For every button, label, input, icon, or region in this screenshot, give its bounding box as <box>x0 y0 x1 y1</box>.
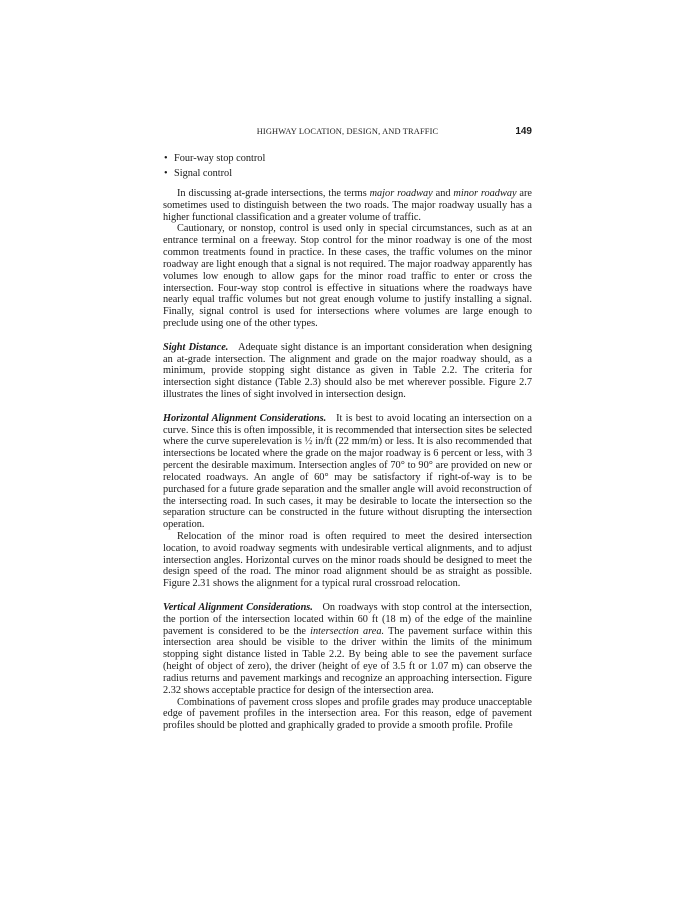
paragraph-control-types: Cautionary, or nonstop, control is used only in special circumstances, such as at an entrance terminal on a freeway. Stop control for the minor roadway is one of the most common treatments found in practice. In these cases, the traffic volumes on the minor roadway are light enough that a signal is not required. The major roadway apparently has volumes low enough to allow gaps for the minor road traffic to enter or cross the intersection. Four-way stop control is effective in situations where the roadways have nearly equal traffic volumes but not great enough volume to justify installing a signal. Finally, signal control is used for intersections where volumes are large enough to preclude using one of the other types. <box>163 223 532 329</box>
section-sight-distance: Sight Distance. Adequate sight distance is an important consideration when designing an at-grade intersection. The alignment and grade on the major roadway should, as a minimum, provide stopping sight distance as given in Table 2.2. The criteria for intersection sight distance (Table 2.3) should also be met wherever possible. Figure 2.7 illustrates the lines of sight involved in intersection design. <box>163 341 532 400</box>
bullet-icon: • <box>164 153 168 164</box>
section-heading: Vertical Alignment Considerations. <box>163 602 313 613</box>
bullet-list <box>163 152 532 181</box>
paragraph-major-minor-roadway: In discussing at-grade intersections, the terms major roadway and minor roadway are sometimes used to distinguish between the two roads. The major roadway usually has a higher functional classification and a greater volume of traffic. <box>163 188 533 223</box>
body-text <box>163 152 532 732</box>
section-horizontal-alignment: Horizontal Alignment Considerations. It is best to avoid locating an intersection on a curve. Since this is often impossible, it is recommended that intersection sites be selected where the curve superelevation is ½ in/ft (22 mm/m) or less. It is also recommended that intersections be located where the grade on the major roadway is 6 percent or less, with 3 percent the desirable maximum. Intersection angles of 70° to 90° are provided on new or relocated roadways. An angle of 60° may be satisfactory if right-of-way is to be purchased for a future grade separation and the smaller angle will avoid reconstruction of the intersecting road. In such cases, it may be desirable to locate the intersection so the separation structure can be constructed in the future without disrupting the intersection operation. <box>163 412 532 531</box>
section-heading: Horizontal Alignment Considerations. <box>163 412 327 424</box>
bullet-icon: • <box>164 167 168 179</box>
section-vertical-alignment: Vertical Alignment Considerations. On roadways with stop control at the intersection, the portion of the intersection located within 60 ft (18 m) of the edge of the mainline pavement is considered to be the intersection area. The pavement surface within this intersection area should be visible to the driver within the limits of the minimum stopping sight distance listed in Table 2.2. By being able to see the pavement surface (height of object of zero), the driver (height of eye of 3.5 ft or 1.07 m) can observe the radius returns and pavement markings and recognize an approaching intersection. Figure 2.32 shows acceptable practice for design of the intersection area. <box>163 602 532 696</box>
paragraph-relocation: Relocation of the minor road is often required to meet the desired intersection location, to avoid roadway segments with undesirable vertical alignments, and to adjust intersection angles. Horizontal curves on the minor roads should be designed to meet the design speed of the road. The minor road alignment should be as straight as possible. Figure 2.31 shows the alignment for a typical rural crossroad relocation. <box>163 530 532 590</box>
paragraph-combinations: Combinations of pavement cross slopes and profile grades may produce unacceptable edge of pavement profiles in the intersection area. For this reason, edge of pavement profiles should be plotted and graphically graded to provide a smooth profile. Profile <box>163 696 532 732</box>
page-number: 149 <box>515 126 532 137</box>
running-head: HIGHWAY LOCATION, DESIGN, AND TRAFFIC <box>256 127 439 136</box>
list-item: • Signal control <box>163 167 532 182</box>
list-item: • Four-way stop control <box>163 152 532 167</box>
section-heading: Sight Distance. <box>163 341 229 353</box>
page-header <box>163 124 532 140</box>
